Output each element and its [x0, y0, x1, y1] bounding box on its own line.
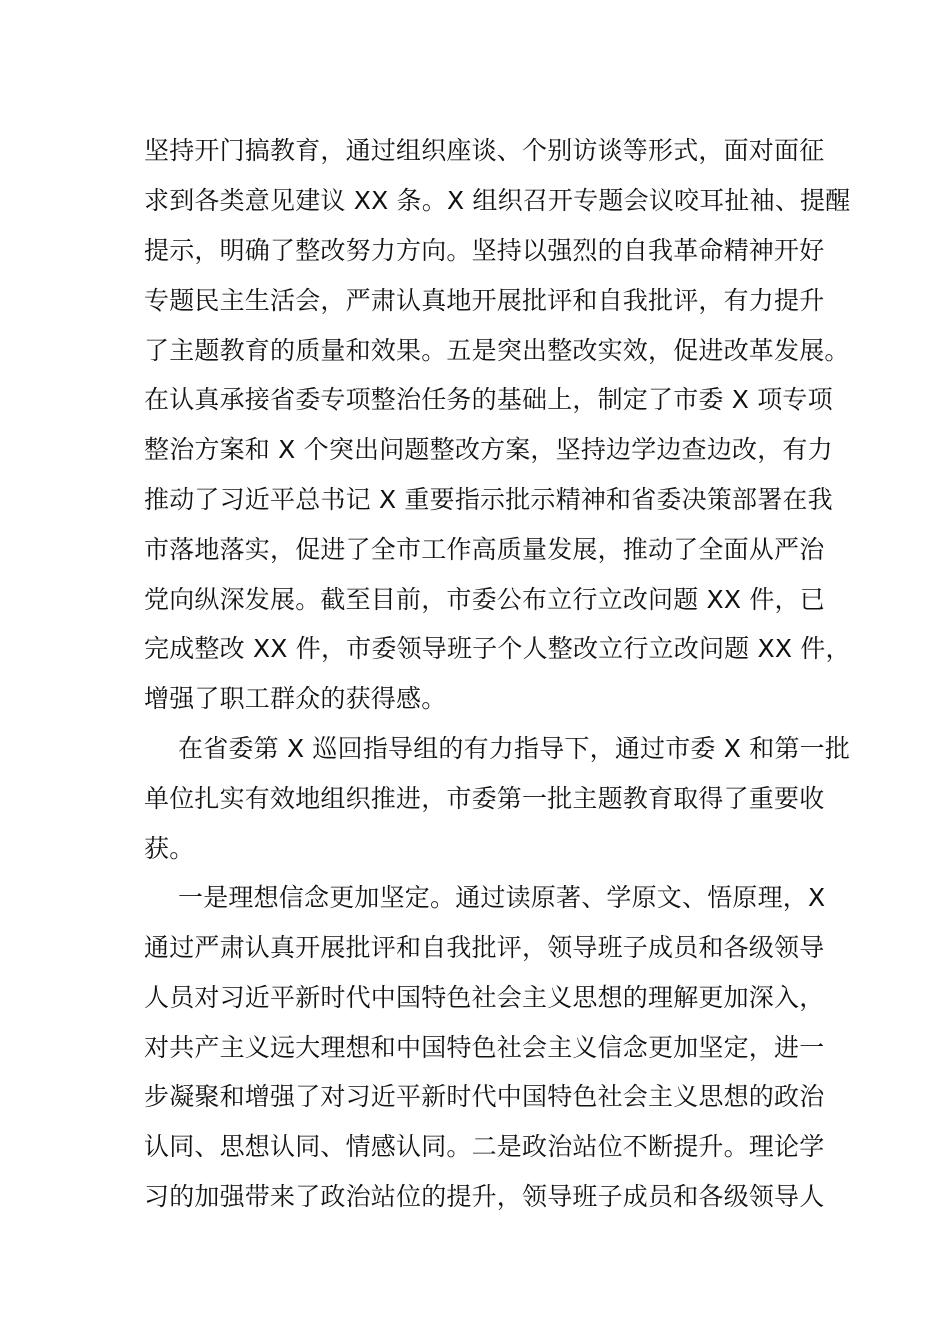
text-line: 增强了职工群众的获得感。: [144, 684, 447, 713]
text-line: 了主题教育的质量和效果。五是突出整改实效，促进改革发展。: [144, 336, 850, 365]
text-line: 在认真承接省委专项整治任务的基础上，制定了市委 X 项专项: [144, 385, 833, 414]
text-line: 党向纵深发展。截至目前，市委公布立行立改问题 XX 件，已: [144, 585, 825, 614]
text-line: 通过严肃认真开展批评和自我批评，领导班子成员和各级领导: [144, 933, 825, 962]
paragraph-first-line: 一是理想信念更加坚定。通过读原著、学原文、悟原理，X: [178, 883, 826, 912]
paragraph-first-line: 在省委第 X 巡回指导组的有力指导下，通过市委 X 和第一批: [178, 734, 851, 763]
text-line: 求到各类意见建议 XX 条。X 组织召开专题会议咬耳扯袖、提醒: [144, 186, 851, 215]
text-line: 专题民主生活会，严肃认真地开展批评和自我批评，有力提升: [144, 286, 825, 315]
text-line: 对共产主义远大理想和中国特色社会主义信念更加坚定，进一: [144, 1033, 825, 1062]
text-line: 认同、思想认同、情感认同。二是政治站位不断提升。理论学: [144, 1132, 825, 1161]
text-line: 市落地落实，促进了全市工作高质量发展，推动了全面从严治: [144, 535, 825, 564]
text-line: 提示，明确了整改努力方向。坚持以强烈的自我革命精神开好: [144, 236, 825, 265]
text-line: 单位扎实有效地组织推进，市委第一批主题教育取得了重要收: [144, 784, 825, 813]
text-line: 整治方案和 X 个突出问题整改方案，坚持边学边查边改，有力: [144, 435, 833, 464]
text-line: 习的加强带来了政治站位的提升，领导班子成员和各级领导人: [144, 1182, 825, 1211]
text-line: 获。: [144, 834, 195, 863]
text-line: 坚持开门搞教育，通过组织座谈、个别访谈等形式，面对面征: [144, 136, 825, 165]
text-line: 步凝聚和增强了对习近平新时代中国特色社会主义思想的政治: [144, 1082, 825, 1111]
text-line: 完成整改 XX 件，市委领导班子个人整改立行立改问题 XX 件，: [144, 634, 851, 663]
text-line: 推动了习近平总书记 X 重要指示批示精神和省委决策部署在我: [144, 485, 833, 514]
text-line: 人员对习近平新时代中国特色社会主义思想的理解更加深入，: [144, 983, 825, 1012]
